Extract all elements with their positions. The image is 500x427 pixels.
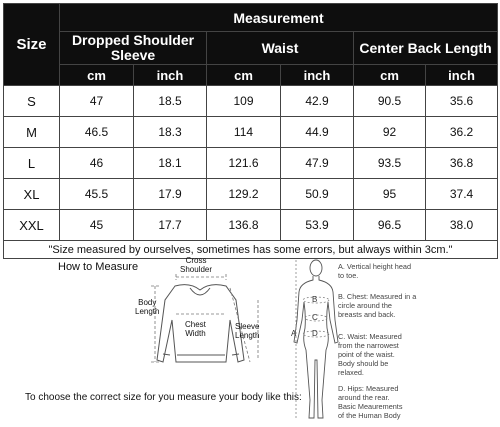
unit-header: inch <box>426 65 498 86</box>
value-cell: 93.5 <box>354 148 426 179</box>
value-cell: 45 <box>60 210 134 241</box>
value-cell: 18.3 <box>134 117 207 148</box>
marker-d: D <box>312 329 318 338</box>
value-cell: 46.5 <box>60 117 134 148</box>
value-cell: 95 <box>354 179 426 210</box>
measurement-guide <box>0 250 500 427</box>
measurement-header: Measurement <box>60 4 498 32</box>
unit-header: inch <box>134 65 207 86</box>
value-cell: 46 <box>60 148 134 179</box>
body-figure-icon <box>0 250 340 427</box>
legend-item-c: C. Waist: Measured from the narrowest point of the waist. Body should be relaxed. <box>338 332 402 377</box>
waist-header: Waist <box>207 32 354 65</box>
value-cell: 44.9 <box>281 117 354 148</box>
value-cell: 35.6 <box>426 86 498 117</box>
legend-item-b: B. Chest: Measured in a circle around the breasts and back. <box>338 292 417 319</box>
marker-c: C <box>312 313 318 322</box>
value-cell: 36.8 <box>426 148 498 179</box>
unit-header: cm <box>60 65 134 86</box>
value-cell: 18.5 <box>134 86 207 117</box>
unit-header: cm <box>207 65 281 86</box>
size-cell: S <box>4 86 60 117</box>
value-cell: 36.2 <box>426 117 498 148</box>
value-cell: 129.2 <box>207 179 281 210</box>
value-cell: 42.9 <box>281 86 354 117</box>
unit-header: cm <box>354 65 426 86</box>
table-row <box>4 148 498 179</box>
size-cell: L <box>4 148 60 179</box>
legend-item-d: D. Hips: Measured around the rear. Basic Meaurements of the Human Body <box>338 384 403 420</box>
value-cell: 109 <box>207 86 281 117</box>
size-header: Size <box>4 4 60 86</box>
table-row <box>4 179 498 210</box>
choose-size-text: To choose the correct size for you measure your body like this: <box>25 392 302 403</box>
body-length-label: Body Length <box>135 298 160 316</box>
value-cell: 17.7 <box>134 210 207 241</box>
value-cell: 53.9 <box>281 210 354 241</box>
size-note: "Size measured by ourselves, sometimes has some errors, but always within 3cm." <box>4 241 498 259</box>
value-cell: 37.4 <box>426 179 498 210</box>
size-cell: XL <box>4 179 60 210</box>
value-cell: 17.9 <box>134 179 207 210</box>
how-to-measure-title: How to Measure <box>58 261 139 273</box>
sleeve-header: Dropped Shoulder Sleeve <box>60 32 207 65</box>
chest-width-label: Chest Width <box>185 320 206 338</box>
value-cell: 90.5 <box>354 86 426 117</box>
value-cell: 92 <box>354 117 426 148</box>
unit-header: inch <box>281 65 354 86</box>
legend-item-a: A. Vertical height head to toe. <box>338 262 412 280</box>
marker-b: B <box>312 295 318 304</box>
cross-shoulder-label: Cross Shoulder <box>180 256 213 274</box>
value-cell: 121.6 <box>207 148 281 179</box>
value-cell: 18.1 <box>134 148 207 179</box>
value-cell: 45.5 <box>60 179 134 210</box>
size-chart-table <box>3 3 498 259</box>
table-row <box>4 117 498 148</box>
table-row <box>4 210 498 241</box>
value-cell: 50.9 <box>281 179 354 210</box>
table-row <box>4 86 498 117</box>
size-cell: M <box>4 117 60 148</box>
back-length-header: Center Back Length <box>354 32 498 65</box>
size-cell: XXL <box>4 210 60 241</box>
value-cell: 47.9 <box>281 148 354 179</box>
marker-a: A <box>291 329 297 338</box>
value-cell: 96.5 <box>354 210 426 241</box>
value-cell: 136.8 <box>207 210 281 241</box>
value-cell: 114 <box>207 117 281 148</box>
value-cell: 38.0 <box>426 210 498 241</box>
sleeve-length-label: Sleeve Length <box>235 322 260 340</box>
value-cell: 47 <box>60 86 134 117</box>
